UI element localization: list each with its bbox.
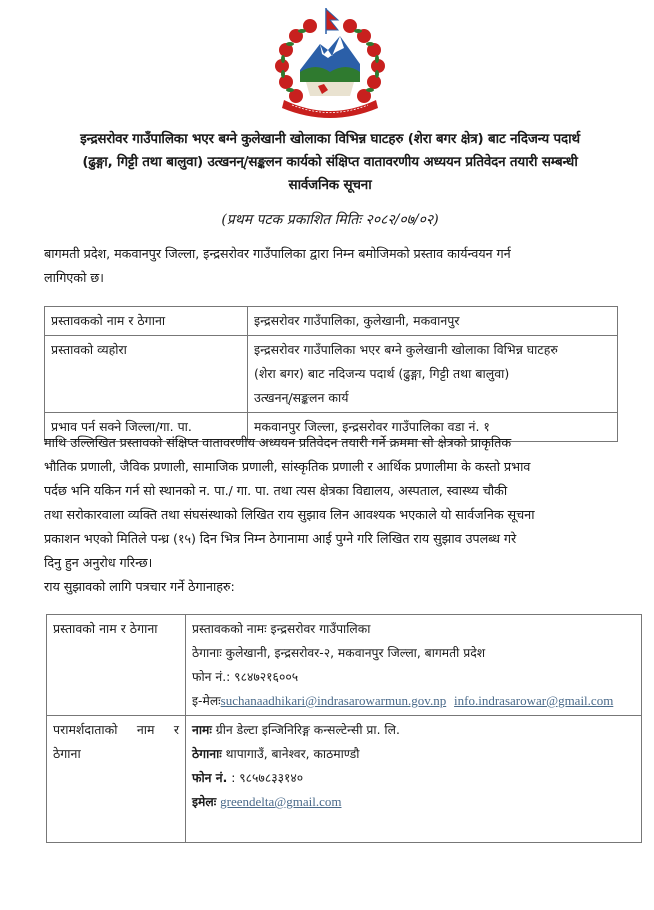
body-paragraph xyxy=(44,432,634,600)
consultant-name xyxy=(192,718,635,742)
email-link[interactable]: greendelta@gmail.com xyxy=(220,794,342,809)
table-row xyxy=(45,307,618,336)
email-label: इमेलः xyxy=(192,795,217,809)
proponent-email-line xyxy=(192,689,635,713)
row-value-line: (शेरा बगर) बाट नदिजन्य पदार्थ (ढुङ्गा, गिट्टी तथा बालुवा) xyxy=(254,366,510,381)
email-link-2[interactable]: info.indrasarowar@gmail.com xyxy=(454,693,614,708)
proponent-phone: फोन नं.: ९८४७२१६००५ xyxy=(192,670,299,684)
row-value-line: इन्द्रसरोवर गाउँपालिका, कुलेखानी, मकवानपुर xyxy=(254,313,460,328)
row-value-line: उत्खनन्/सङ्कलन कार्य xyxy=(254,390,349,405)
row-value xyxy=(248,307,618,336)
intro-paragraph xyxy=(44,243,634,291)
table-row xyxy=(47,716,642,843)
row-label: प्रस्तावकको नाम र ठेगाना xyxy=(45,307,248,336)
name-label: नामः xyxy=(192,723,212,737)
phone-value: : ९८५७८३३१४० xyxy=(227,771,304,785)
title-line-2: (ढुङ्गा, गिट्टी तथा बालुवा) उत्खनन्/सङ्कलन कार्यको संक्षिप्त वातावरणीय अध्ययन प्रतिवेदन तयारी सम्बन्धी xyxy=(82,154,578,170)
row-value xyxy=(248,336,618,413)
nepal-government-emblem-icon xyxy=(266,4,394,122)
phone-label: फोन नं. xyxy=(192,771,228,785)
body-line: माथि उल्लिखित प्रस्तावको संक्षिप्त वातावरणीय अध्ययन प्रतिवेदन तयारी गर्ने क्रममा सो क्षेत्रको प्राकृतिक xyxy=(44,436,512,451)
address-value: थापागाउँ, बानेश्वर, काठमाण्डौ xyxy=(221,747,360,761)
consultant-address xyxy=(192,742,635,766)
body-line: तथा सरोकारवाला व्यक्ति तथा संघसंस्थाको लिखित राय सुझाव लिन आवश्यक भएकाले यो सार्वजनिक सूचना xyxy=(44,508,535,523)
row-label: प्रस्तावको नाम र ठेगाना xyxy=(47,615,186,716)
table-row xyxy=(45,336,618,413)
name-value: ग्रीन डेल्टा इन्जिनिरिङ्ग कन्सल्टेन्सी प्रा. लि. xyxy=(211,723,400,737)
table-row xyxy=(47,615,642,716)
contact-table xyxy=(46,614,642,843)
row-label: परामर्शदाताको नाम र ठेगाना xyxy=(47,716,186,843)
proposal-table xyxy=(44,306,618,442)
row-label: प्रभाव पर्न सक्ने जिल्ला/गा. पा. xyxy=(45,413,248,442)
notice-title xyxy=(22,128,638,197)
body-line: भौतिक प्रणाली, जैविक प्रणाली, सामाजिक प्रणाली, सांस्कृतिक प्रणाली र आर्थिक प्रणालीमा के कस्तो प्रभाव xyxy=(44,460,531,475)
proponent-name: प्रस्तावकको नामः इन्द्रसरोवर गाउँपालिका xyxy=(192,622,371,636)
consultant-phone xyxy=(192,766,635,790)
addresses-heading: राय सुझावको लागि पत्रचार गर्ने ठेगानाहरु: xyxy=(44,580,235,595)
address-label: ठेगानाः xyxy=(192,747,222,761)
body-line: दिनु हुन अनुरोध गरिन्छ। xyxy=(44,556,153,571)
intro-line-1: बागमती प्रदेश, मकवानपुर जिल्ला, इन्द्रसरोवर गाउँपालिका द्वारा निम्न बमोजिमको प्रस्ताव कार्यन्वयन गर्न xyxy=(44,247,511,262)
email-label: इ-मेलः xyxy=(192,694,221,708)
publication-date: (प्रथम पटक प्रकाशित मितिः २०८२/०७/०२) xyxy=(221,212,439,228)
email-link-1[interactable]: suchanaadhikari@indrasarowarmun.gov.np xyxy=(220,693,447,708)
body-line: पर्दछ भनि यकिन गर्न सो स्थानको न. पा./ गा. पा. तथा त्यस क्षेत्रका विद्यालय, अस्पताल, स्वास्थ्य चौकी xyxy=(44,484,508,499)
body-line: प्रकाशन भएको मितिले पन्ध्र (१५) दिन भित्र निम्न ठेगानामा आई पुग्ने गरि लिखित राय सुझाव उपलब्ध गरे xyxy=(44,532,517,547)
row-label: प्रस्तावको व्यहोरा xyxy=(45,336,248,413)
proponent-address: ठेगानाः कुलेखानी, इन्द्रसरोवर-२, मकवानपुर जिल्ला, बागमती प्रदेश xyxy=(192,646,486,660)
row-value-line: मकवानपुर जिल्ला, इन्द्रसरोवर गाउँपालिका वडा नं. १ xyxy=(254,419,490,434)
row-value-line: इन्द्रसरोवर गाउँपालिका भएर बग्ने कुलेखानी खोलाका विभिन्न घाटहरु xyxy=(254,342,558,357)
title-line-1: इन्द्रसरोवर गाउँपालिका भएर बग्ने कुलेखानी खोलाका विभिन्न घाटहरु (शेरा बगर क्षेत्र) बाट नदिजन्य पदार्थ xyxy=(80,131,580,147)
consultant-email xyxy=(192,790,635,814)
intro-line-2: लागिएको छ। xyxy=(44,271,104,286)
title-line-3: सार्वजनिक सूचना xyxy=(288,177,372,193)
consultant-details xyxy=(186,716,642,843)
proponent-details xyxy=(186,615,642,716)
